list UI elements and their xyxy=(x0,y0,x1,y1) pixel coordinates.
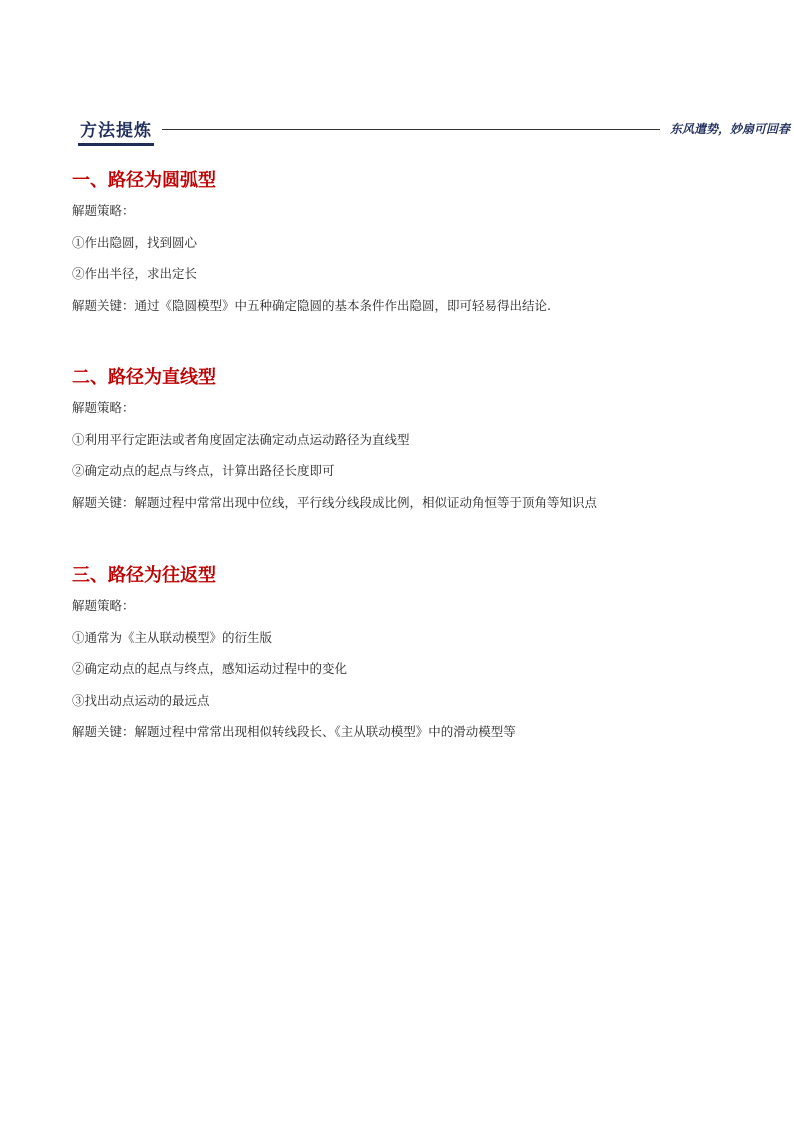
strategy-step: ②确定动点的起点与终点，计算出路径长度即可 xyxy=(72,463,335,478)
header-title: 方法提炼 xyxy=(80,121,152,141)
section-title: 二、路径为直线型 xyxy=(72,367,216,388)
strategy-label: 解题策略： xyxy=(72,598,135,613)
header-motto: 东风遣势，妙扇可回春 xyxy=(670,122,791,136)
strategy-label: 解题策略： xyxy=(72,400,135,415)
key-point: 解题关键：解题过程中常常出现相似转线段长、《主从联动模型》中的滑动模型等 xyxy=(72,724,516,739)
strategy-label: 解题策略： xyxy=(72,203,135,218)
section-title: 三、路径为往返型 xyxy=(72,565,216,586)
strategy-step: ②作出半径，求出定长 xyxy=(72,266,198,281)
strategy-step: ③找出动点运动的最远点 xyxy=(72,692,210,708)
strategy-step: ①利用平行定距法或者角度固定法确定动点运动路径为直线型 xyxy=(72,431,410,447)
page-header xyxy=(78,116,791,148)
strategy-step: ①通常为《主从联动模型》的衍生版 xyxy=(72,629,273,645)
header-divider xyxy=(162,129,660,130)
section-arc-path xyxy=(72,169,732,329)
section-title: 一、路径为圆弧型 xyxy=(72,170,216,191)
strategy-step: ②确定动点的起点与终点，感知运动过程中的变化 xyxy=(72,661,348,676)
strategy-step: ①作出隐圆，找到圆心 xyxy=(72,234,198,250)
key-point: 解题关键：通过《隐圆模型》中五种确定隐圆的基本条件作出隐圆，即可轻易得出结论. xyxy=(72,297,551,313)
section-straight-path xyxy=(72,366,732,526)
section-round-trip-path xyxy=(72,564,732,756)
key-point: 解题关键：解题过程中常常出现中位线，平行线分线段成比例，相似证动角恒等于顶角等知识点 xyxy=(72,494,598,510)
header-title-underline xyxy=(78,143,154,146)
